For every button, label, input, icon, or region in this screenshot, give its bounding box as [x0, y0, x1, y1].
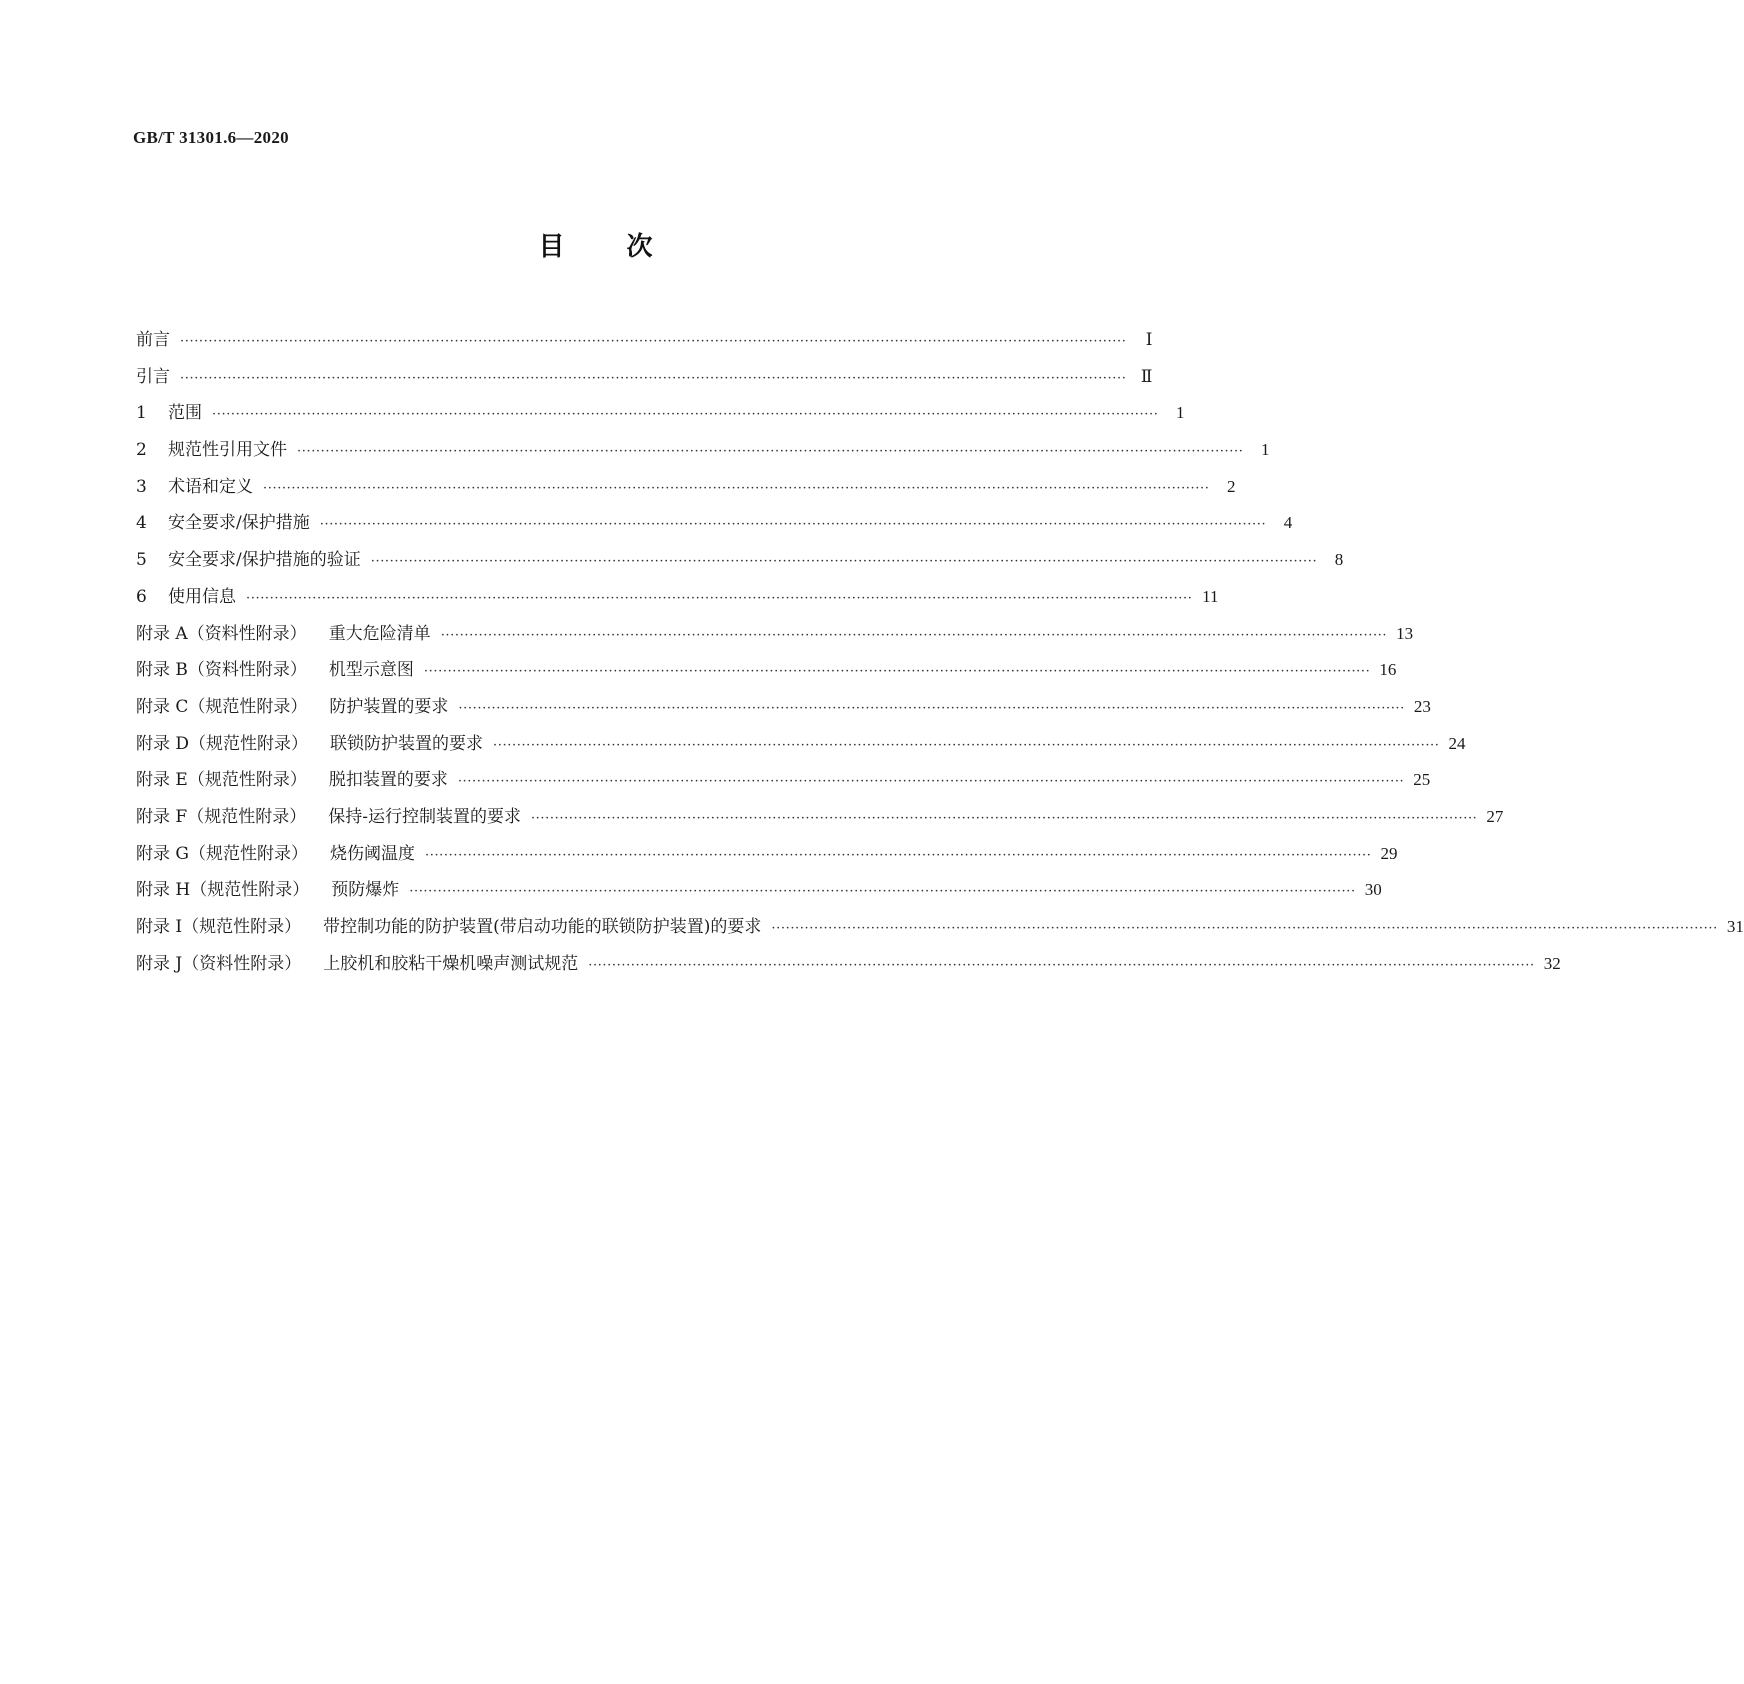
toc-entry-annex-d[interactable] — [136, 726, 1466, 763]
toc-dot-leader: ········································································································································································································ — [457, 774, 1405, 790]
toc-entry-page: 30 — [1364, 880, 1382, 900]
toc-annex-prefix: 附录 A（资料性附录） — [136, 623, 307, 644]
toc-dot-leader: ········································································································································································································ — [409, 884, 1356, 900]
toc-entry-number: 3 — [136, 476, 147, 497]
toc-entry-label: 引言 — [136, 366, 170, 387]
toc-entry-label: 联锁防护装置的要求 — [330, 733, 484, 754]
toc-annex-prefix: 附录 F（规范性附录） — [136, 806, 307, 827]
toc-entry-page: Ⅱ — [1140, 366, 1153, 386]
toc-entry-foreword[interactable] — [136, 322, 1153, 359]
toc-dot-leader: ········································································································································································································ — [424, 847, 1372, 863]
toc-dot-leader: ········································································································································································································ — [530, 810, 1478, 826]
toc-dot-leader: ········································································································································································································ — [180, 334, 1127, 349]
toc-entry-annex-c[interactable] — [136, 689, 1431, 726]
toc-entry-label: 带控制功能的防护装置(带启动功能的联锁防护装置)的要求 — [323, 917, 762, 937]
toc-annex-prefix: 附录 H（规范性附录） — [136, 880, 310, 901]
toc-entry-section-5[interactable] — [136, 542, 1344, 579]
toc-entry-page: 2 — [1226, 476, 1236, 496]
toc-entry-label: 烧伤阈温度 — [329, 843, 415, 864]
toc-annex-prefix: 附录 D（规范性附录） — [136, 733, 309, 754]
toc-entry-number: 2 — [136, 440, 147, 461]
toc-dot-leader: ········································································································································································································ — [180, 370, 1127, 386]
toc-entry-label: 规范性引用文件 — [168, 440, 287, 461]
toc-annex-prefix: 附录 B（资料性附录） — [136, 660, 307, 681]
toc-entry-label: 脱扣装置的要求 — [328, 770, 448, 791]
toc-entry-page: 1 — [1175, 403, 1185, 423]
toc-entry-annex-h[interactable] — [136, 872, 1382, 909]
toc-entry-section-4[interactable] — [136, 505, 1293, 542]
page-title-char-1: 目 — [538, 232, 565, 262]
toc-dot-leader: ········································································································································································································ — [771, 921, 1718, 936]
toc-dot-leader: ········································································································································································································ — [212, 407, 1159, 423]
toc-annex-prefix: 附录 G（规范性附录） — [136, 843, 308, 864]
toc-entry-number: 5 — [136, 550, 147, 571]
toc-entry-introduction[interactable] — [136, 359, 1153, 396]
toc-entry-annex-j[interactable] — [136, 946, 1561, 983]
toc-entry-label: 安全要求/保护措施的验证 — [168, 550, 361, 571]
toc-entry-label: 重大危险清单 — [328, 623, 431, 644]
toc-entry-page: Ⅰ — [1145, 330, 1153, 349]
toc-entry-page: 16 — [1379, 660, 1397, 680]
toc-annex-prefix: 附录 E（规范性附录） — [136, 770, 307, 791]
toc-annex-prefix: 附录 J（资料性附录） — [136, 953, 302, 974]
toc-entry-annex-e[interactable] — [136, 762, 1431, 799]
toc-entry-section-2[interactable] — [136, 432, 1270, 469]
toc-annex-prefix: 附录 I（规范性附录） — [136, 917, 302, 937]
toc-dot-leader: ········································································································································································································ — [246, 590, 1193, 606]
toc-entry-label: 防护装置的要求 — [329, 696, 449, 717]
toc-entry-annex-f[interactable] — [136, 799, 1504, 836]
toc-entry-number: 4 — [136, 513, 147, 534]
toc-entry-page: 25 — [1413, 770, 1431, 790]
toc-annex-prefix: 附录 C（规范性附录） — [136, 696, 308, 717]
page-title — [0, 226, 1191, 263]
toc-entry-page: 1 — [1260, 440, 1270, 460]
toc-entry-label: 机型示意图 — [328, 660, 414, 681]
toc-entry-annex-g[interactable] — [136, 836, 1398, 873]
toc-entry-page: 27 — [1486, 806, 1504, 826]
toc-entry-page: 31 — [1726, 917, 1744, 936]
toc-entry-section-1[interactable] — [136, 395, 1185, 432]
toc-entry-page: 13 — [1396, 623, 1414, 643]
standard-number: GB/T 31301.6—2020 — [133, 128, 289, 147]
toc-entry-page: 24 — [1448, 733, 1466, 753]
toc-entry-label: 术语和定义 — [168, 476, 253, 497]
table-of-contents — [136, 322, 1744, 982]
toc-dot-leader: ········································································································································································································ — [588, 957, 1535, 973]
page-title-char-2: 次 — [626, 232, 653, 262]
toc-entry-number: 1 — [136, 403, 147, 424]
toc-entry-label: 上胶机和胶粘干燥机噪声测试规范 — [323, 953, 579, 974]
toc-entry-annex-a[interactable] — [136, 616, 1414, 653]
toc-entry-label: 范围 — [168, 403, 202, 424]
toc-dot-leader: ········································································································································································································ — [440, 627, 1388, 643]
toc-entry-label: 预防爆炸 — [331, 880, 400, 901]
toc-entry-section-3[interactable] — [136, 469, 1236, 506]
toc-dot-leader: ········································································································································································································ — [370, 554, 1318, 570]
toc-dot-leader: ········································································································································································································ — [458, 700, 1405, 716]
toc-entry-page: 23 — [1413, 696, 1431, 716]
toc-dot-leader: ········································································································································································································ — [297, 444, 1244, 460]
toc-entry-annex-b[interactable] — [136, 652, 1397, 689]
toc-dot-leader: ········································································································································································································ — [423, 664, 1371, 680]
toc-entry-annex-i[interactable] — [136, 909, 1744, 946]
toc-dot-leader: ········································································································································································································ — [319, 517, 1267, 533]
toc-entry-page: 8 — [1334, 550, 1344, 570]
toc-entry-label: 前言 — [136, 330, 170, 350]
toc-dot-leader: ········································································································································································································ — [263, 480, 1210, 496]
toc-entry-label: 保持-运行控制装置的要求 — [328, 806, 521, 827]
toc-entry-page: 29 — [1380, 843, 1398, 863]
toc-entry-page: 4 — [1283, 513, 1293, 533]
toc-entry-label: 使用信息 — [168, 586, 236, 607]
toc-entry-page: 32 — [1543, 953, 1561, 973]
toc-entry-page: 11 — [1202, 586, 1219, 606]
toc-entry-label: 安全要求/保护措施 — [168, 513, 310, 534]
toc-entry-section-6[interactable] — [136, 579, 1219, 616]
toc-dot-leader: ········································································································································································································ — [493, 737, 1440, 753]
toc-entry-number: 6 — [136, 586, 147, 607]
